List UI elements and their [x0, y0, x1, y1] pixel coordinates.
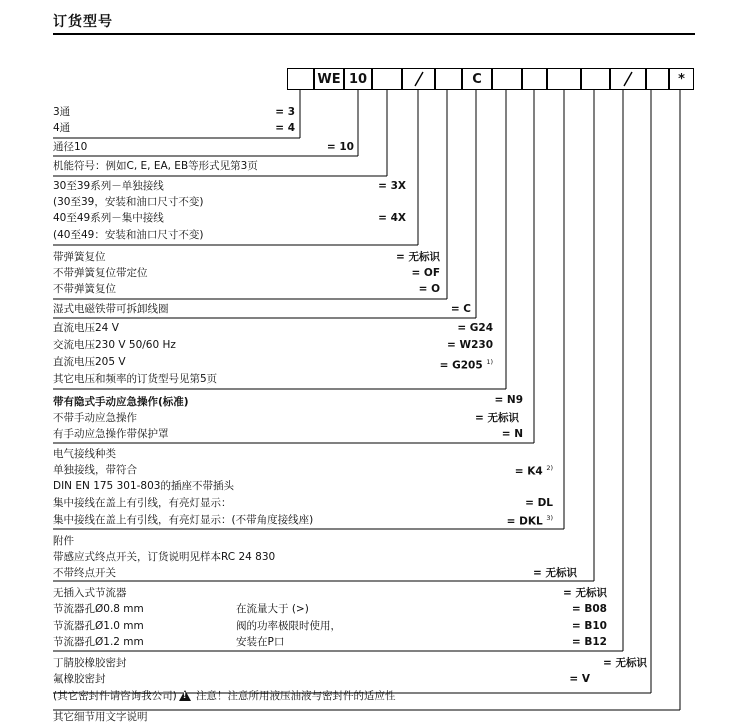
- option-label: 丁腈胶橡胶密封: [53, 657, 127, 669]
- value-text: = G205: [439, 359, 483, 372]
- code-cell-10: 10: [344, 68, 372, 90]
- option-note: 在流量大于 (>): [236, 603, 309, 615]
- option-value: = V: [569, 673, 590, 685]
- warning-text: 注意！注意所用液压油液与密封件的适应性: [196, 690, 396, 702]
- option-value: = 4: [275, 122, 295, 134]
- option-value: [507, 512, 553, 529]
- option-label: 有手动应急操作带保护罩: [53, 428, 169, 440]
- code-cell-seal: *: [669, 68, 694, 90]
- option-value: = N: [501, 428, 523, 440]
- warning-icon: [179, 690, 191, 701]
- option-value: = C: [450, 303, 471, 315]
- footnote-ref: 1): [486, 358, 493, 366]
- option-label: 其它细节用文字说明: [53, 711, 148, 723]
- option-note: 其它电压和频率的订货型号见第5页: [53, 373, 218, 385]
- option-value: = 无标识: [603, 657, 647, 669]
- option-value: = B08: [571, 603, 607, 615]
- option-label: 带有隐式手动应急操作(标准): [53, 396, 189, 408]
- option-value: = B12: [571, 636, 607, 648]
- option-label: 不带弹簧复位带定位: [53, 267, 148, 279]
- option-label: 不带弹簧复位: [53, 283, 116, 295]
- option-label: 带感应式终点开关，订货说明见样本RC 24 830: [53, 551, 276, 563]
- option-label: 湿式电磁铁带可拆卸线圈: [53, 303, 169, 315]
- option-label: 集中接线在盖上有引线，有亮灯显示：: [53, 497, 232, 509]
- option-label: 30至39系列－单独接线: [53, 180, 164, 192]
- option-value: = DL: [525, 497, 553, 509]
- footnote-ref: 3): [546, 514, 553, 522]
- option-label: 集中接线在盖上有引线，有亮灯显示：(不带角度接线座): [53, 514, 314, 526]
- option-value: = 3X: [378, 180, 406, 192]
- option-label: 4通: [53, 122, 71, 134]
- option-label: 带弹簧复位: [53, 251, 106, 263]
- footnote-ref: 2): [546, 464, 553, 472]
- option-note: (40至49：安装和油口尺寸不变): [53, 229, 204, 241]
- option-note: [53, 690, 396, 703]
- option-label: 直流电压205 V: [53, 356, 126, 368]
- option-label: 节流器孔Ø0.8 mm: [53, 603, 144, 615]
- option-label: 通径10: [53, 141, 88, 153]
- option-label: 氟橡胶密封: [53, 673, 106, 685]
- option-value: = N9: [494, 394, 523, 406]
- option-value: = 无标识: [475, 412, 519, 424]
- option-label: 节流器孔Ø1.2 mm: [53, 636, 144, 648]
- option-label: 不带终点开关: [53, 567, 116, 579]
- option-value: = 10: [326, 141, 354, 153]
- option-label: 不带手动应急操作: [53, 412, 137, 424]
- option-value: = 4X: [378, 212, 406, 224]
- option-value: = G24: [457, 322, 493, 334]
- option-note: DIN EN 175 301-803的插座不带插头: [53, 480, 234, 492]
- section-heading: 附件: [53, 535, 74, 547]
- option-value: = B10: [571, 620, 607, 632]
- option-label: 节流器孔Ø1.0 mm: [53, 620, 144, 632]
- option-value: = OF: [411, 267, 440, 279]
- option-value: = O: [418, 283, 440, 295]
- code-cell-c: C: [462, 68, 492, 90]
- option-value: = 无标识: [396, 251, 440, 263]
- option-value: = 3: [275, 106, 295, 118]
- section-heading: 电气接线种类: [53, 448, 116, 460]
- option-label: 无插入式节流器: [53, 587, 127, 599]
- option-note: (30至39，安装和油口尺寸不变): [53, 196, 204, 208]
- code-cell-we: WE: [314, 68, 344, 90]
- option-note: 安装在P口: [236, 636, 285, 648]
- option-note: 阀的功率极限时使用，: [236, 620, 341, 632]
- option-value: = 无标识: [563, 587, 607, 599]
- option-label: 单独接线，带符合: [53, 464, 137, 476]
- value-text: = DKL: [506, 515, 543, 528]
- option-value: [515, 462, 553, 479]
- seal-note: (其它密封件请咨询我公司): [53, 690, 177, 702]
- option-label: 3通: [53, 106, 71, 118]
- option-label: 40至49系列－集中接线: [53, 212, 164, 224]
- option-value: [440, 356, 493, 373]
- option-label: 交流电压230 V 50/60 Hz: [53, 339, 176, 351]
- page-title: 订货型号: [53, 14, 113, 30]
- option-label: 直流电压24 V: [53, 322, 119, 334]
- value-text: = K4: [514, 465, 543, 478]
- option-value: = W230: [447, 339, 493, 351]
- option-label: 机能符号：例如C, E, EA, EB等形式见第3页: [53, 160, 258, 172]
- option-value: = 无标识: [533, 567, 577, 579]
